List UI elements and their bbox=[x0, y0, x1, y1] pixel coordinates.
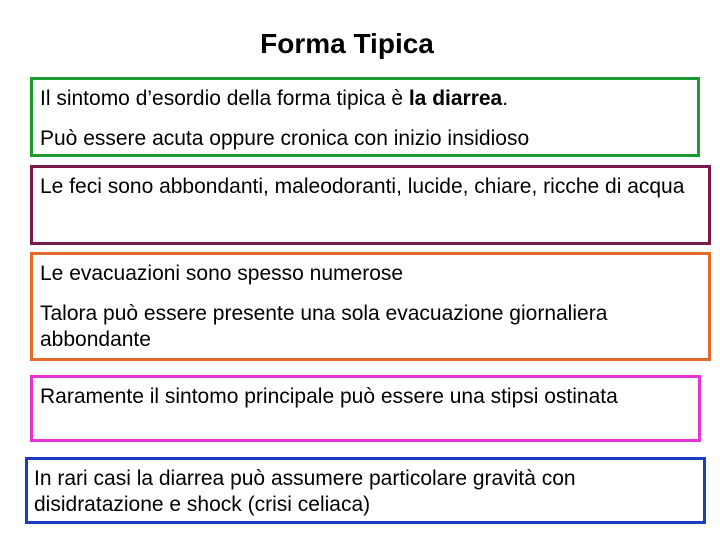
text-box-onset bbox=[30, 77, 700, 157]
paragraph-stool: Le feci sono abbondanti, maleodoranti, lucide, chiare, ricche di acqua bbox=[40, 175, 685, 198]
text-box-evacuations bbox=[30, 252, 711, 361]
text-box-stool bbox=[30, 165, 711, 245]
paragraph-single-evacuation: Talora può essere presente una sola evacuazione giornaliera abbondante bbox=[40, 302, 608, 351]
paragraph-onset-end: . bbox=[502, 87, 509, 110]
paragraph-onset-text: Il sintomo d’esordio della forma tipica è bbox=[40, 87, 409, 110]
paragraph-evacuations-numerous: Le evacuazioni sono spesso numerose bbox=[40, 262, 404, 285]
paragraph-onset bbox=[40, 86, 689, 112]
paragraph-constipation: Raramente il sintomo principale può essere una stipsi ostinata bbox=[40, 385, 618, 408]
text-box-constipation bbox=[30, 375, 701, 442]
emphasis-diarrhea: la diarrea bbox=[408, 87, 503, 110]
paragraph-celiac-crisis: In rari casi la diarrea può assumere particolare gravità con disidratazione e shock (crisi celiaca) bbox=[34, 467, 576, 516]
text-box-celiac-crisis bbox=[25, 457, 706, 524]
page-title: Forma Tipica bbox=[260, 28, 434, 59]
paragraph-acute-chronic: Può essere acuta oppure cronica con inizio insidioso bbox=[40, 127, 530, 150]
